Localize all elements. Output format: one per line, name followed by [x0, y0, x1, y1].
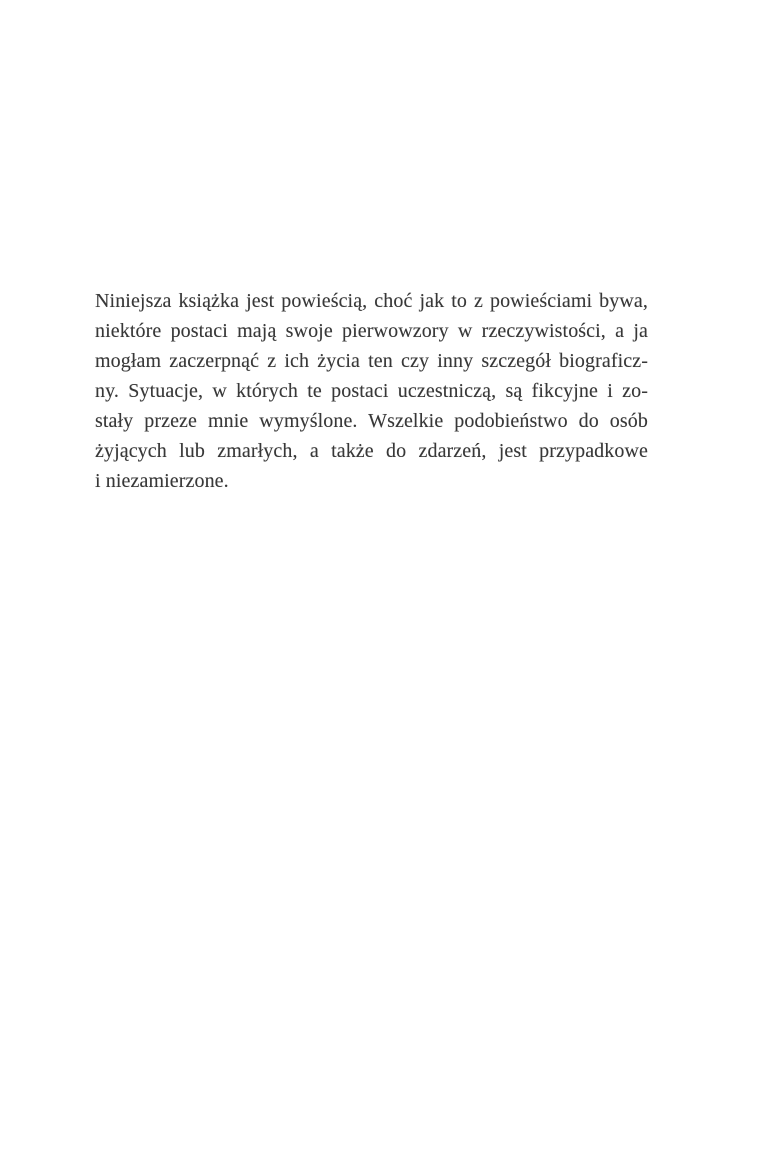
- paragraph-line: żyjących lub zmarłych, a także do zdarzeń, jest przypadkowe: [95, 440, 648, 462]
- disclaimer-paragraph: [95, 286, 648, 496]
- paragraph-line: Niniejsza książka jest powieścią, choć jak to z powieściami bywa,: [95, 290, 648, 312]
- paragraph-line: stały przeze mnie wymyślone. Wszelkie podobieństwo do osób: [95, 410, 648, 432]
- paragraph-line: mogłam zaczerpnąć z ich życia ten czy inny szczegół biograficz-: [95, 350, 648, 372]
- paragraph-line: i niezamierzone.: [95, 470, 229, 492]
- paragraph-line: niektóre postaci mają swoje pierwowzory w rzeczywistości, a ja: [95, 320, 648, 342]
- paragraph-line: ny. Sytuacje, w których te postaci uczestniczą, są fikcyjne i zo-: [95, 380, 648, 402]
